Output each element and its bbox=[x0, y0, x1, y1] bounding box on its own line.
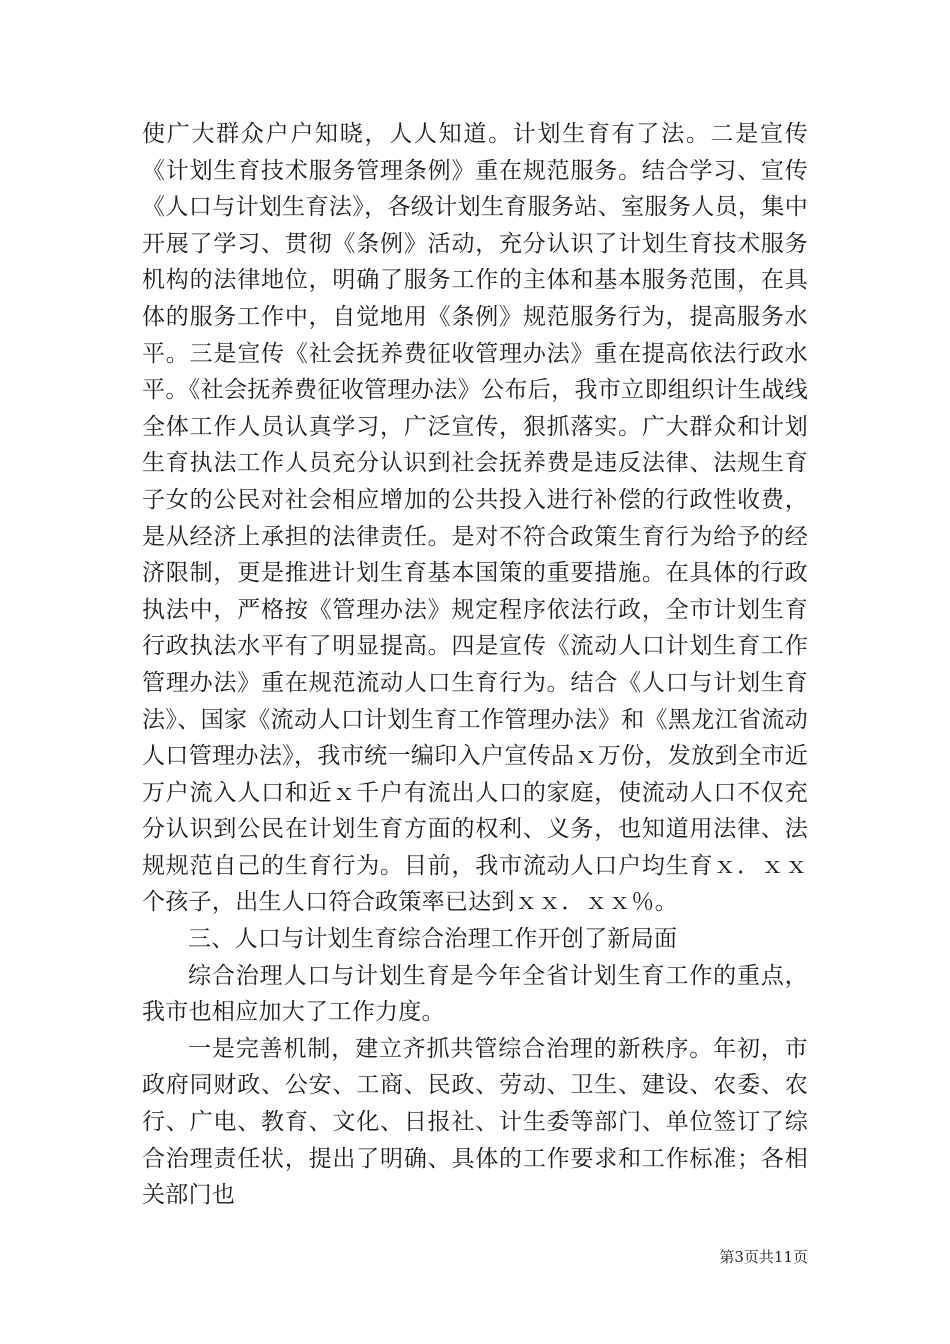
paragraph-item-one: 一是完善机制，建立齐抓共管综合治理的新秩序。年初，市政府同财政、公安、工商、民政、劳动、卫生、建设、农委、农行、广电、教育、文化、日报社、计生委等部门、单位签订了综合治理责任状，提出了明确、具体的工作要求和工作标准；各相关部门也 bbox=[142, 1035, 808, 1209]
page-number-footer: 第3页共11页 bbox=[719, 1248, 808, 1266]
document-body bbox=[142, 116, 808, 1214]
paragraph-continuation: 使广大群众户户知晓，人人知道。计划生育有了法。二是宣传《计划生育技术服务管理条例》重在规范服务。结合学习、宣传《人口与计划生育法》，各级计划生育服务站、室服务人员，集中开展了学习、贯彻《条例》活动，充分认识了计划生育技术服务机构的法律地位，明确了服务工作的主体和基本服务范围，在具体的服务工作中，自觉地用《条例》规范服务行为，提高服务水平。三是宣传《社会抚养费征收管理办法》重在提高依法行政水平。《社会抚养费征收管理办法》公布后，我市立即组织计生战线全体工作人员认真学习，广泛宣传，狠抓落实。广大群众和计划生育执法工作人员充分认识到社会抚养费是违反法律、法规生育子女的公民对社会相应增加的公共投入进行补偿的行政性收费，是从经济上承担的法律责任。是对不符合政策生育行为给予的经济限制，更是推进计划生育基本国策的重要措施。在具体的行政执法中，严格按《管理办法》规定程序依法行政，全市计划生育行政执法水平有了明显提高。四是宣传《流动人口计划生育工作管理办法》重在规范流动人口生育行为。结合《人口与计划生育法》、国家《流动人口计划生育工作管理办法》和《黑龙江省流动人口管理办法》，我市统一编印入户宣传品ｘ万份，发放到全市近万户流入人口和近ｘ千户有流出人口的家庭，使流动人口不仅充分认识到公民在计划生育方面的权利、义务，也知道用法律、法规规范自己的生育行为。目前，我市流动人口户均生育ｘ．ｘｘ个孩子，出生人口符合政策率已达到ｘｘ．ｘｘ％。 bbox=[142, 121, 808, 916]
section-heading: 三、人口与计划生育综合治理工作开创了新局面 bbox=[188, 926, 678, 953]
paragraph-intro: 综合治理人口与计划生育是今年全省计划生育工作的重点，我市也相应加大了工作力度。 bbox=[142, 962, 808, 1026]
